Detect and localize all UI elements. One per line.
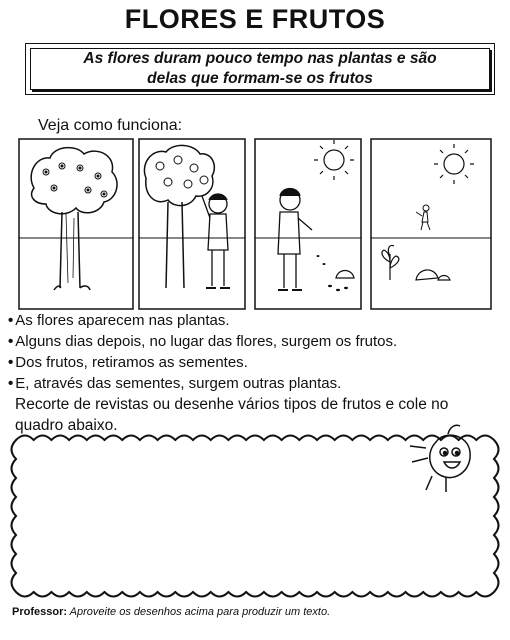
list-item: • Dos frutos, retiramos as sementes.: [8, 354, 248, 371]
page-title: FLORES E FRUTOS: [124, 4, 386, 34]
fruit-mascot-icon: [410, 425, 470, 492]
banner-line-1: As flores duram pouco tempo nas plantas e são: [83, 50, 437, 67]
teacher-note: Professor: Aproveite os desenhos acima para produzir um texto.: [12, 606, 331, 618]
instruction-text: Recorte de revistas ou desenhe vários tipos de frutos e cole no quadro abaixo.: [15, 396, 449, 434]
list-item: • Alguns dias depois, no lugar das flores, surgem os frutos.: [8, 333, 398, 350]
list-item: • As flores aparecem nas plantas.: [8, 312, 230, 329]
list-item: • E, através das sementes, surgem outras plantas.: [8, 375, 342, 392]
intro-text: Veja como funciona:: [38, 117, 183, 134]
banner-line-2: delas que formam-se os frutos: [147, 70, 373, 87]
